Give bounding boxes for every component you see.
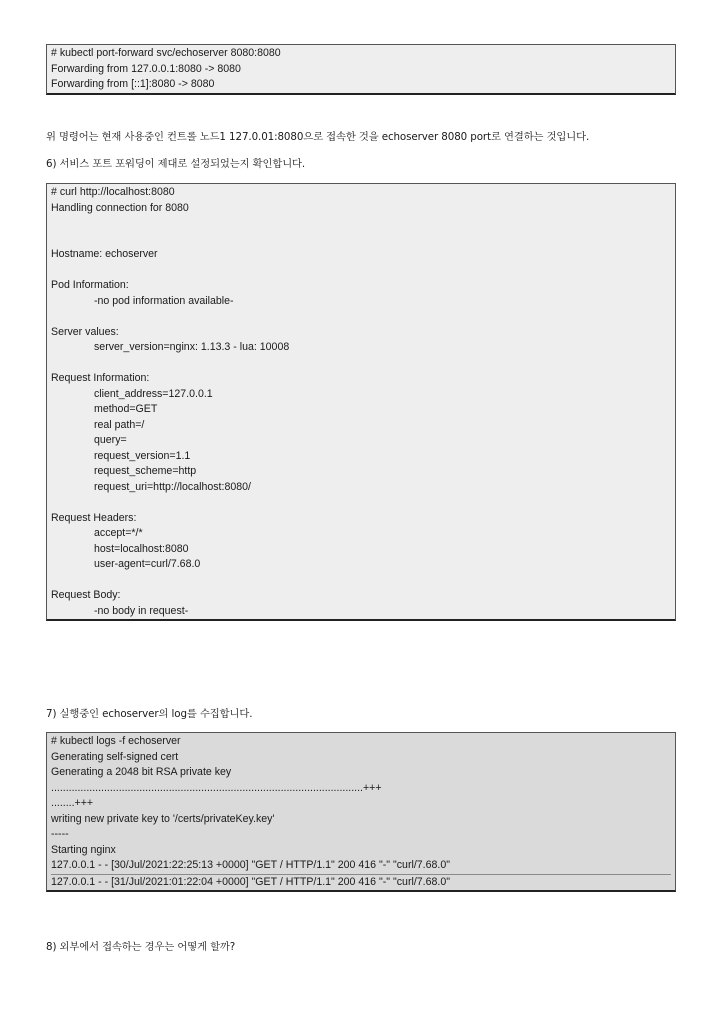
code-line: Pod Information:: [51, 279, 129, 291]
code-line: method=GET: [94, 403, 158, 415]
code-line: request_version=1.1: [94, 449, 191, 462]
code-line: Server values:: [51, 325, 119, 338]
code-line: Hostname: echoserver: [51, 248, 158, 260]
code-block-curl-output: [46, 183, 676, 621]
code-line: [51, 309, 671, 325]
log-line: ........+++: [51, 797, 94, 809]
code-line: accept=*/*: [94, 527, 143, 539]
code-line: -no pod information available-: [94, 294, 234, 307]
code-line: # curl http://localhost:8080: [51, 186, 175, 198]
code-line: Request Information:: [51, 372, 150, 384]
code-line: user-agent=curl/7.68.0: [94, 558, 201, 570]
code-line: Forwarding from 127.0.0.1:8080 -> 8080: [51, 62, 241, 75]
log-line: 127.0.0.1 - - [30/Jul/2021:22:25:13 +0000] "GET / HTTP/1.1" 200 416 "-" "curl/7.68.0": [51, 858, 671, 875]
code-line: Request Headers:: [51, 511, 137, 524]
code-line: [51, 573, 671, 589]
code-line: query=: [94, 434, 127, 446]
log-line: Generating a 2048 bit RSA private key: [51, 766, 232, 778]
log-line: # kubectl logs -f echoserver: [51, 735, 181, 747]
code-line: request_scheme=http: [94, 465, 197, 477]
code-line: [51, 263, 671, 279]
log-line: Starting nginx: [51, 843, 116, 856]
code-line: server_version=nginx: 1.13.3 - lua: 10008: [94, 341, 290, 353]
code-line: Request Body:: [51, 589, 121, 601]
code-line: # kubectl port-forward svc/echoserver 8080:8080: [51, 47, 281, 59]
code-line: Forwarding from [::1]:8080 -> 8080: [51, 78, 215, 90]
code-line: host=localhost:8080: [94, 542, 189, 555]
code-line: -no body in request-: [94, 604, 189, 617]
step-7-heading: 7) 실행중인 echoserver의 log를 수집합니다.: [46, 708, 253, 720]
log-line: 127.0.0.1 - - [31/Jul/2021:01:22:04 +0000] "GET / HTTP/1.1" 200 416 "-" "curl/7.68.0": [51, 875, 450, 888]
code-line: [51, 216, 671, 232]
code-line: Handling connection for 8080: [51, 201, 189, 214]
code-line: request_uri=http://localhost:8080/: [94, 480, 251, 493]
log-line: writing new private key to '/certs/privateKey.key': [51, 812, 275, 825]
code-block-logs-output: [46, 732, 676, 892]
step-8-heading: 8) 외부에서 접속하는 경우는 어떻게 할까?: [46, 941, 236, 953]
log-line: ..........................................................................................................+++: [51, 781, 382, 794]
code-line: [51, 356, 671, 372]
log-line: -----: [51, 828, 69, 840]
code-line: [51, 232, 671, 248]
code-line: real path=/: [94, 418, 145, 431]
log-line: Generating self-signed cert: [51, 750, 179, 763]
code-block-port-forward: [46, 44, 676, 95]
paragraph-port-forward-explanation: 위 명령어는 현재 사용중인 컨트롤 노드1 127.0.01:8080으로 접속한 것을 echoserver 8080 port로 연결하는 것입니다.: [46, 131, 590, 143]
code-line: [51, 495, 671, 511]
code-line: client_address=127.0.0.1: [94, 387, 213, 400]
step-6-heading: 6) 서비스 포트 포워딩이 제대로 설정되었는지 확인합니다.: [46, 158, 306, 170]
